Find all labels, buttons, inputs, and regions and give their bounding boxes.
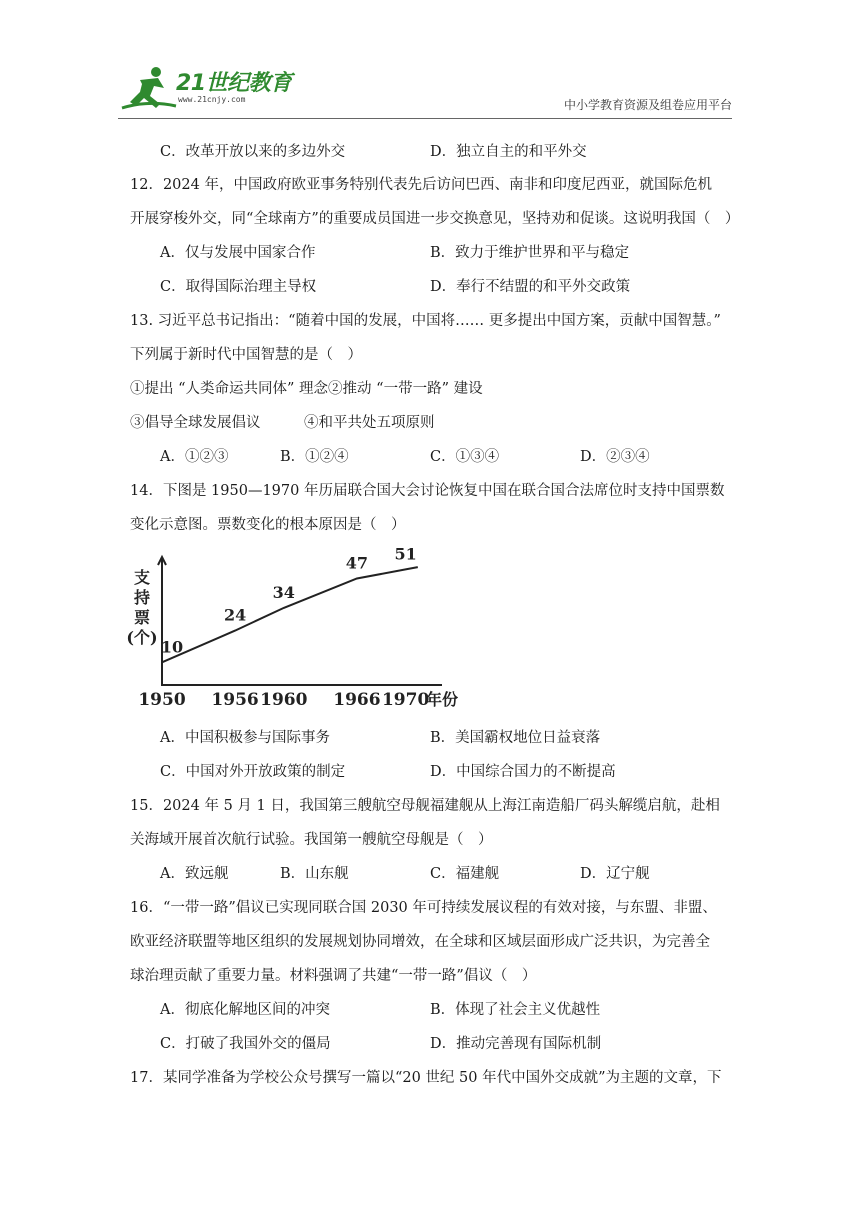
q12-stem-line2: 开展穿梭外交，同“全球南方”的重要成员国进一步交换意见，坚持劝和促谈。这说明我国（ ） — [130, 211, 740, 227]
logo-url: www.21cnjy.com — [178, 95, 246, 104]
header-divider — [118, 118, 732, 119]
logo — [118, 64, 298, 112]
q16-option-d: D．推动完善现有国际机制 — [430, 1036, 602, 1052]
data-label: 24 — [223, 605, 247, 625]
axes — [162, 557, 442, 685]
data-label: 10 — [160, 637, 184, 657]
series-line — [162, 567, 418, 662]
vote-chart-svg — [126, 544, 459, 715]
q13-option-c: C．①③④ — [430, 449, 500, 465]
y-label-char: 票 — [133, 608, 151, 627]
y-label-char: 持 — [133, 588, 151, 607]
q16-stem-line2: 欧亚经济联盟等地区组织的发展规划协同增效，在全球和区域层面形成广泛共识，为完善全 — [130, 934, 710, 950]
q15-option-c: C．福建舰 — [430, 866, 500, 882]
q14-stem-line2: 变化示意图。票数变化的根本原因是（ ） — [130, 517, 406, 533]
x-tick-label: 1960 — [260, 690, 308, 710]
vote-chart — [126, 544, 459, 715]
y-axis-label — [126, 568, 157, 647]
q11-option-d: D．独立自主的和平外交 — [430, 144, 587, 160]
q13-option-b: B．①②④ — [280, 449, 349, 465]
x-tick-label: 1966 — [333, 690, 381, 710]
data-label: 51 — [394, 544, 417, 564]
q13-stem-line2: 下列属于新时代中国智慧的是（ ） — [130, 347, 362, 363]
platform-title: 中小学教育资源及组卷应用平台 — [563, 98, 732, 112]
q13-item-line1: ①提出 “人类命运共同体” 理念②推动 “一带一路” 建设 — [130, 381, 483, 397]
runner-logo-icon — [118, 64, 178, 112]
x-tick-label: 1970 — [381, 690, 430, 710]
data-label: 47 — [345, 553, 369, 573]
q14-option-c: C．中国对外开放政策的制定 — [160, 764, 346, 780]
q16-option-c: C．打破了我国外交的僵局 — [160, 1036, 331, 1052]
q13-stem-line1: 13. 习近平总书记指出：“随着中国的发展，中国将…… 更多提出中国方案，贡献中国智慧。” — [130, 313, 721, 329]
q16-stem-line1: 16．“一带一路”倡议已实现同联合国 2030 年可持续发展议程的有效对接，与东盟、非盟、 — [130, 900, 717, 916]
q16-option-b: B．体现了社会主义优越性 — [430, 1002, 601, 1018]
q14-option-a: A．中国积极参与国际事务 — [160, 730, 330, 746]
q17-stem-line1: 17．某同学准备为学校公众号撰写一篇以“20 世纪 50 年代中国外交成就”为主题的文章，下 — [130, 1070, 722, 1086]
q15-stem-line1: 15．2024 年 5 月 1 日，我国第三艘航空母舰福建舰从上海江南造船厂码头解缆启航，赴相 — [130, 798, 720, 814]
q12-option-d: D．奉行不结盟的和平外交政策 — [430, 279, 631, 295]
x-axis-label: 年份 — [426, 690, 459, 709]
y-label-char: 支 — [133, 568, 151, 587]
q12-option-a: A．仅与发展中国家合作 — [160, 245, 316, 261]
x-tick-label: 1950 — [138, 690, 186, 710]
x-tick-label: 1956 — [211, 690, 259, 710]
q14-option-d: D．中国综合国力的不断提高 — [430, 764, 616, 780]
q15-stem-line2: 关海域开展首次航行试验。我国第一艘航空母舰是（ ） — [130, 832, 493, 848]
q16-stem-line3: 球治理贡献了重要力量。材料强调了共建“一带一路”倡议（ ） — [130, 968, 537, 984]
q16-option-a: A．彻底化解地区间的冲突 — [160, 1002, 330, 1018]
q13-option-d: D．②③④ — [580, 449, 650, 465]
page-header — [118, 64, 732, 122]
q15-option-a: A．致远舰 — [160, 866, 229, 882]
q12-option-b: B．致力于维护世界和平与稳定 — [430, 245, 630, 261]
q15-option-b: B．山东舰 — [280, 866, 349, 882]
q13-option-a: A．①②③ — [160, 449, 229, 465]
logo-text: 21世纪教育 — [176, 71, 292, 96]
q13-item-line2: ③倡导全球发展倡议 ④和平共处五项原则 — [130, 415, 435, 431]
q11-option-c: C．改革开放以来的多边外交 — [160, 144, 346, 160]
q12-option-c: C．取得国际治理主导权 — [160, 279, 317, 295]
q15-option-d: D．辽宁舰 — [580, 866, 650, 882]
y-label-char: (个) — [126, 628, 158, 647]
q14-option-b: B．美国霸权地位日益衰落 — [430, 730, 601, 746]
q12-stem-line1: 12．2024 年，中国政府欧亚事务特别代表先后访问巴西、南非和印度尼西亚，就国际危机 — [130, 177, 712, 193]
data-label: 34 — [272, 582, 295, 602]
q14-stem-line1: 14．下图是 1950—1970 年历届联合国大会讨论恢复中国在联合国合法席位时支持中国票数 — [130, 483, 725, 499]
